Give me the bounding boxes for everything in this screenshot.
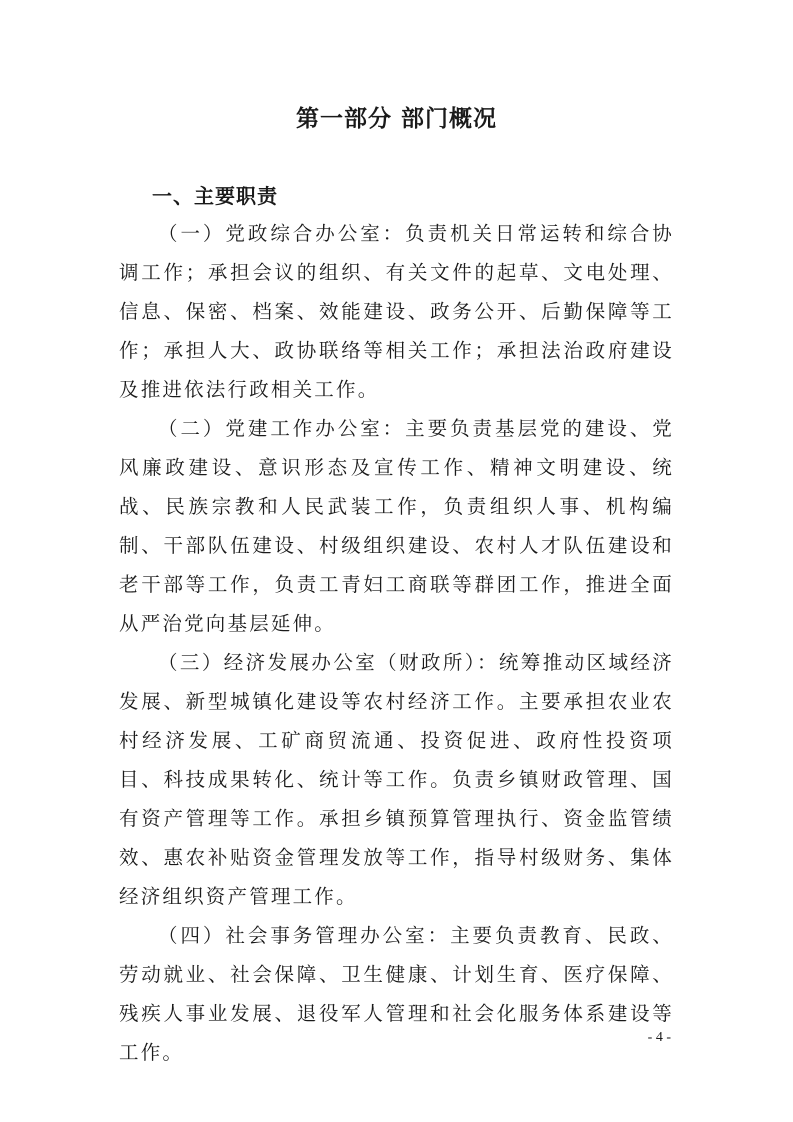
page-number: - 4 - bbox=[647, 1030, 671, 1045]
paragraph-social-affairs: （四）社会事务管理办公室：主要负责教育、民政、劳动就业、社会保障、卫生健康、计划生育、医疗保障、残疾人事业发展、退役军人管理和社会化服务体系建设等工作。 bbox=[119, 924, 674, 1064]
paragraph-party-office: （一）党政综合办公室：负责机关日常运转和综合协调工作；承担会议的组织、有关文件的起草、文电处理、信息、保密、档案、效能建设、政务公开、后勤保障等工作；承担人大、政协联络等相关工作；承担法治政府建设及推进依法行政相关工作。 bbox=[119, 222, 674, 401]
paragraph-party-building: （二）党建工作办公室：主要负责基层党的建设、党风廉政建设、意识形态及宣传工作、精神文明建设、统战、民族宗教和人民武装工作，负责组织人事、机构编制、干部队伍建设、村级组织建设、农村人才队伍建设和老干部等工作，负责工青妇工商联等群团工作，推进全面从严治党向基层延伸。 bbox=[119, 417, 674, 635]
paragraph-economic-development: （三）经济发展办公室（财政所）：统筹推动区域经济发展、新型城镇化建设等农村经济工作。主要承担农业农村经济发展、工矿商贸流通、投资促进、政府性投资项目、科技成果转化、统计等工作。负责乡镇财政管理、国有资产管理等工作。承担乡镇预算管理执行、资金监管绩效、惠农补贴资金管理发放等工作，指导村级财务、集体经济组织资产管理工作。 bbox=[119, 651, 674, 908]
page-title: 第一部分 部门概况 bbox=[295, 106, 497, 132]
section-heading: 一、主要职责 bbox=[152, 184, 278, 208]
body-text bbox=[119, 214, 674, 1072]
